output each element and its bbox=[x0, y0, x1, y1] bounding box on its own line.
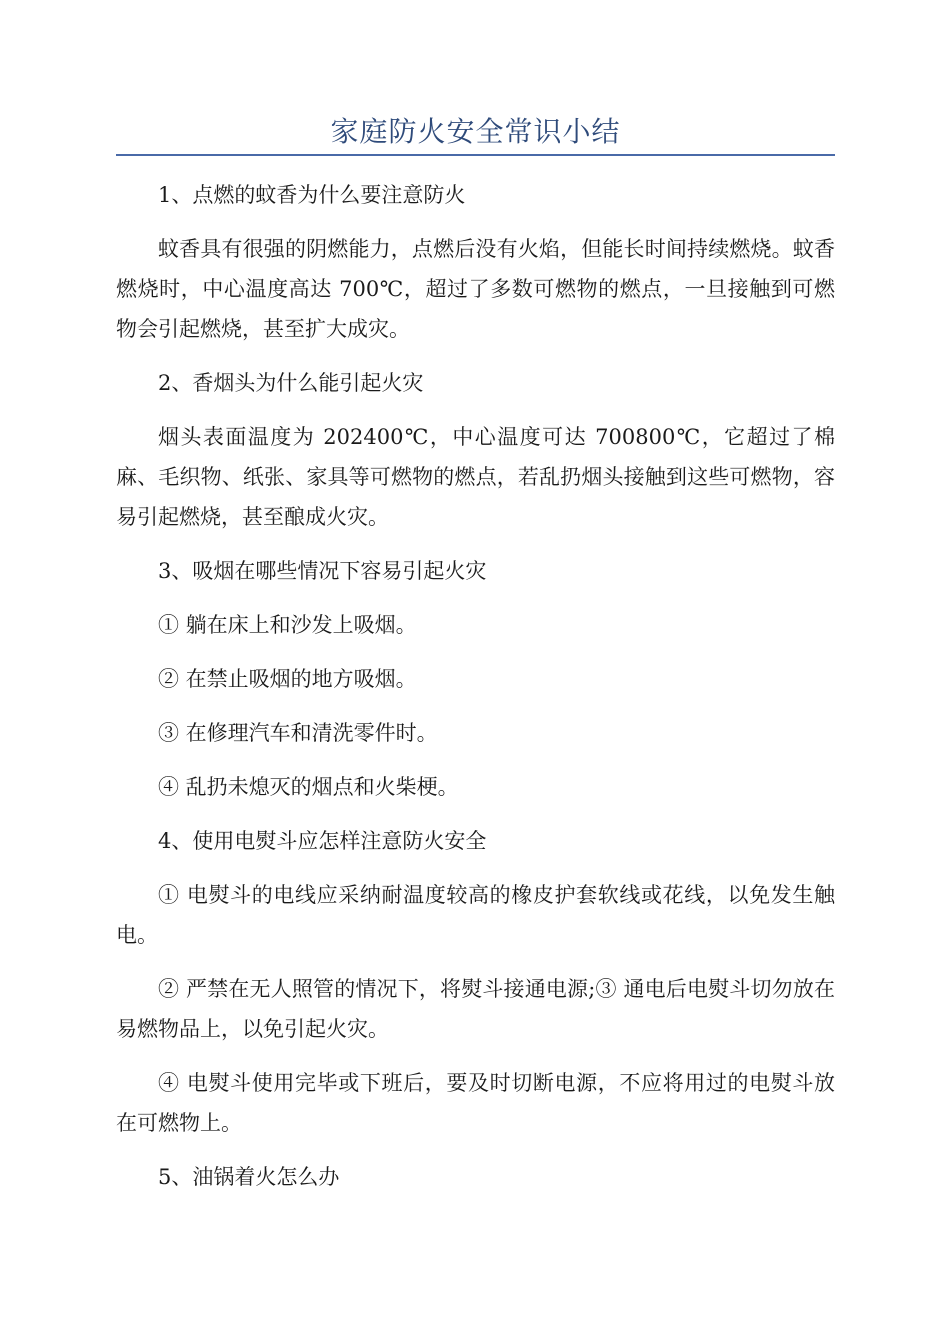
document-title: 家庭防火安全常识小结 bbox=[330, 115, 621, 148]
heading-4: 4、使用电熨斗应怎样注意防火安全 bbox=[158, 829, 487, 853]
title-underline bbox=[116, 154, 835, 156]
paragraph-1: 蚊香具有很强的阴燃能力，点燃后没有火焰，但能长时间持续燃烧。蚊香燃烧时，中心温度高达 700℃，超过了多数可燃物的燃点，一旦接触到可燃物会引起燃烧，甚至扩大成灾。 bbox=[116, 237, 835, 341]
list-item-3-2: ② 在禁止吸烟的地方吸烟。 bbox=[158, 667, 417, 691]
paragraph-2: 烟头表面温度为 202400℃，中心温度可达 700800℃，它超过了棉麻、毛织物、纸张、家具等可燃物的燃点，若乱扔烟头接触到这些可燃物，容易引起燃烧，甚至酿成火灾。 bbox=[116, 425, 835, 529]
list-item-3-4: ④ 乱扔未熄灭的烟点和火柴梗。 bbox=[158, 775, 459, 799]
heading-2: 2、香烟头为什么能引起火灾 bbox=[158, 371, 424, 395]
document-body bbox=[116, 175, 835, 1211]
list-item-3-3: ③ 在修理汽车和清洗零件时。 bbox=[158, 721, 438, 745]
list-item-4-3: ④ 电熨斗使用完毕或下班后，要及时切断电源，不应将用过的电熨斗放在可燃物上。 bbox=[116, 1071, 835, 1135]
list-item-4-1: ① 电熨斗的电线应采纳耐温度较高的橡皮护套软线或花线，以免发生触电。 bbox=[116, 883, 835, 947]
heading-1: 1、点燃的蚊香为什么要注意防火 bbox=[158, 183, 466, 207]
list-item-4-2: ② 严禁在无人照管的情况下，将熨斗接通电源;③ 通电后电熨斗切勿放在易燃物品上，以免引起火灾。 bbox=[116, 977, 835, 1041]
list-item-3-1: ① 躺在床上和沙发上吸烟。 bbox=[158, 613, 417, 637]
heading-3: 3、吸烟在哪些情况下容易引起火灾 bbox=[158, 559, 487, 583]
heading-5: 5、油锅着火怎么办 bbox=[158, 1165, 340, 1189]
